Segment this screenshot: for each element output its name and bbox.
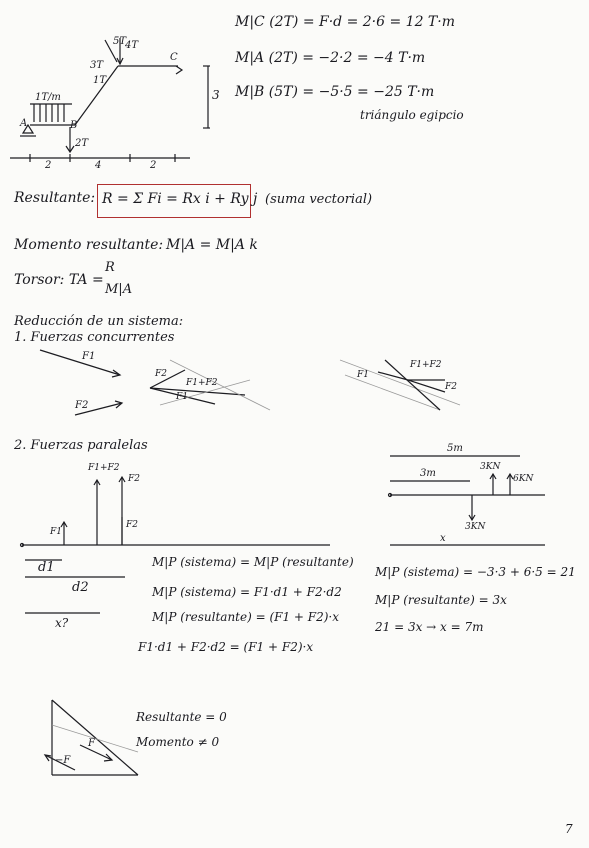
par-f1f2: F1+F2 (88, 463, 120, 473)
conc-f1f2-c: F1+F2 (410, 360, 442, 370)
label-a: A (20, 118, 28, 129)
par-f2-b: F2 (126, 520, 138, 530)
couple-label-2: Momento ≠ 0 (136, 735, 220, 749)
couple-mf: −F (55, 755, 71, 766)
conc-f2: F2 (75, 400, 89, 411)
moment-note: triángulo egipcio (360, 108, 464, 122)
label-3t: 3T (90, 60, 104, 71)
ex-x: x (440, 533, 446, 544)
label-height: 3 (212, 88, 220, 102)
par-eq2: M|P (sistema) = F1·d1 + F2·d2 (152, 585, 342, 599)
par-d2: d2 (72, 580, 89, 595)
paralelas-title: 2. Fuerzas paralelas (14, 438, 148, 453)
ex-eq2: M|P (resultante) = 3x (375, 593, 507, 607)
dim-3: 2 (150, 160, 157, 171)
ex-eq1: M|P (sistema) = −3·3 + 6·5 = 21 (375, 565, 576, 579)
torsor-r: R (105, 260, 115, 275)
ex-5m: 5m (447, 443, 463, 454)
label-dist-load: 1T/m (35, 92, 61, 103)
moment-b: M|B (5T) = −5·5 = −25 T·m (235, 84, 435, 100)
conc-f1-b: F1 (176, 392, 188, 402)
resultante-note: (suma vectorial) (265, 192, 373, 207)
resultante-label: Resultante: (14, 190, 96, 206)
par-eq3: M|P (resultante) = (F1 + F2)·x (152, 610, 340, 624)
par-x: x? (55, 616, 69, 630)
couple-f: F (88, 738, 95, 749)
label-2t: 2T (75, 138, 89, 149)
conc-f1: F1 (82, 351, 96, 362)
label-5t: 5T (113, 36, 127, 47)
conc-f1-c: F1 (357, 370, 369, 380)
dim-1: 2 (45, 160, 52, 171)
torsor-label: Torsor: TA = (14, 272, 104, 288)
par-f1: F1 (50, 527, 62, 537)
conc-f1f2: F1+F2 (186, 378, 218, 388)
label-4t: 4T (125, 40, 139, 51)
moment-c: M|C (2T) = F·d = 2·6 = 12 T·m (235, 14, 455, 30)
ex-3kn-top: 3KN (480, 462, 501, 472)
ex-3kn-bot: 3KN (465, 522, 486, 532)
momento-formula: M|A = M|A k (166, 237, 258, 253)
par-f2: F2 (128, 474, 140, 484)
ex-eq3: 21 = 3x → x = 7m (375, 620, 484, 634)
couple-label-1: Resultante = 0 (136, 710, 227, 724)
momento-label: Momento resultante: (14, 237, 164, 253)
label-1t: 1T (93, 75, 107, 86)
dim-2: 4 (95, 160, 102, 171)
par-d1: d1 (38, 560, 55, 575)
concurrent-forces-sketch (40, 350, 460, 415)
ex-6kn: 6KN (513, 474, 534, 484)
par-eq1: M|P (sistema) = M|P (resultante) (152, 555, 354, 569)
reduccion-sub1: 1. Fuerzas concurrentes (14, 330, 175, 345)
resultante-formula: R = Σ Fi = Rx i + Ry j (102, 191, 258, 207)
reduccion-title: Reducción de un sistema: (14, 314, 184, 329)
moment-a: M|A (2T) = −2·2 = −4 T·m (235, 50, 426, 66)
torsor-m: M|A (105, 282, 133, 297)
label-c: C (170, 52, 178, 63)
par-eq4: F1·d1 + F2·d2 = (F1 + F2)·x (138, 640, 314, 654)
label-b: B (70, 120, 78, 131)
conc-f2-b: F2 (155, 369, 167, 379)
page-number: 7 (565, 822, 573, 836)
conc-f2-c: F2 (445, 382, 457, 392)
ex-3m: 3m (420, 468, 436, 479)
